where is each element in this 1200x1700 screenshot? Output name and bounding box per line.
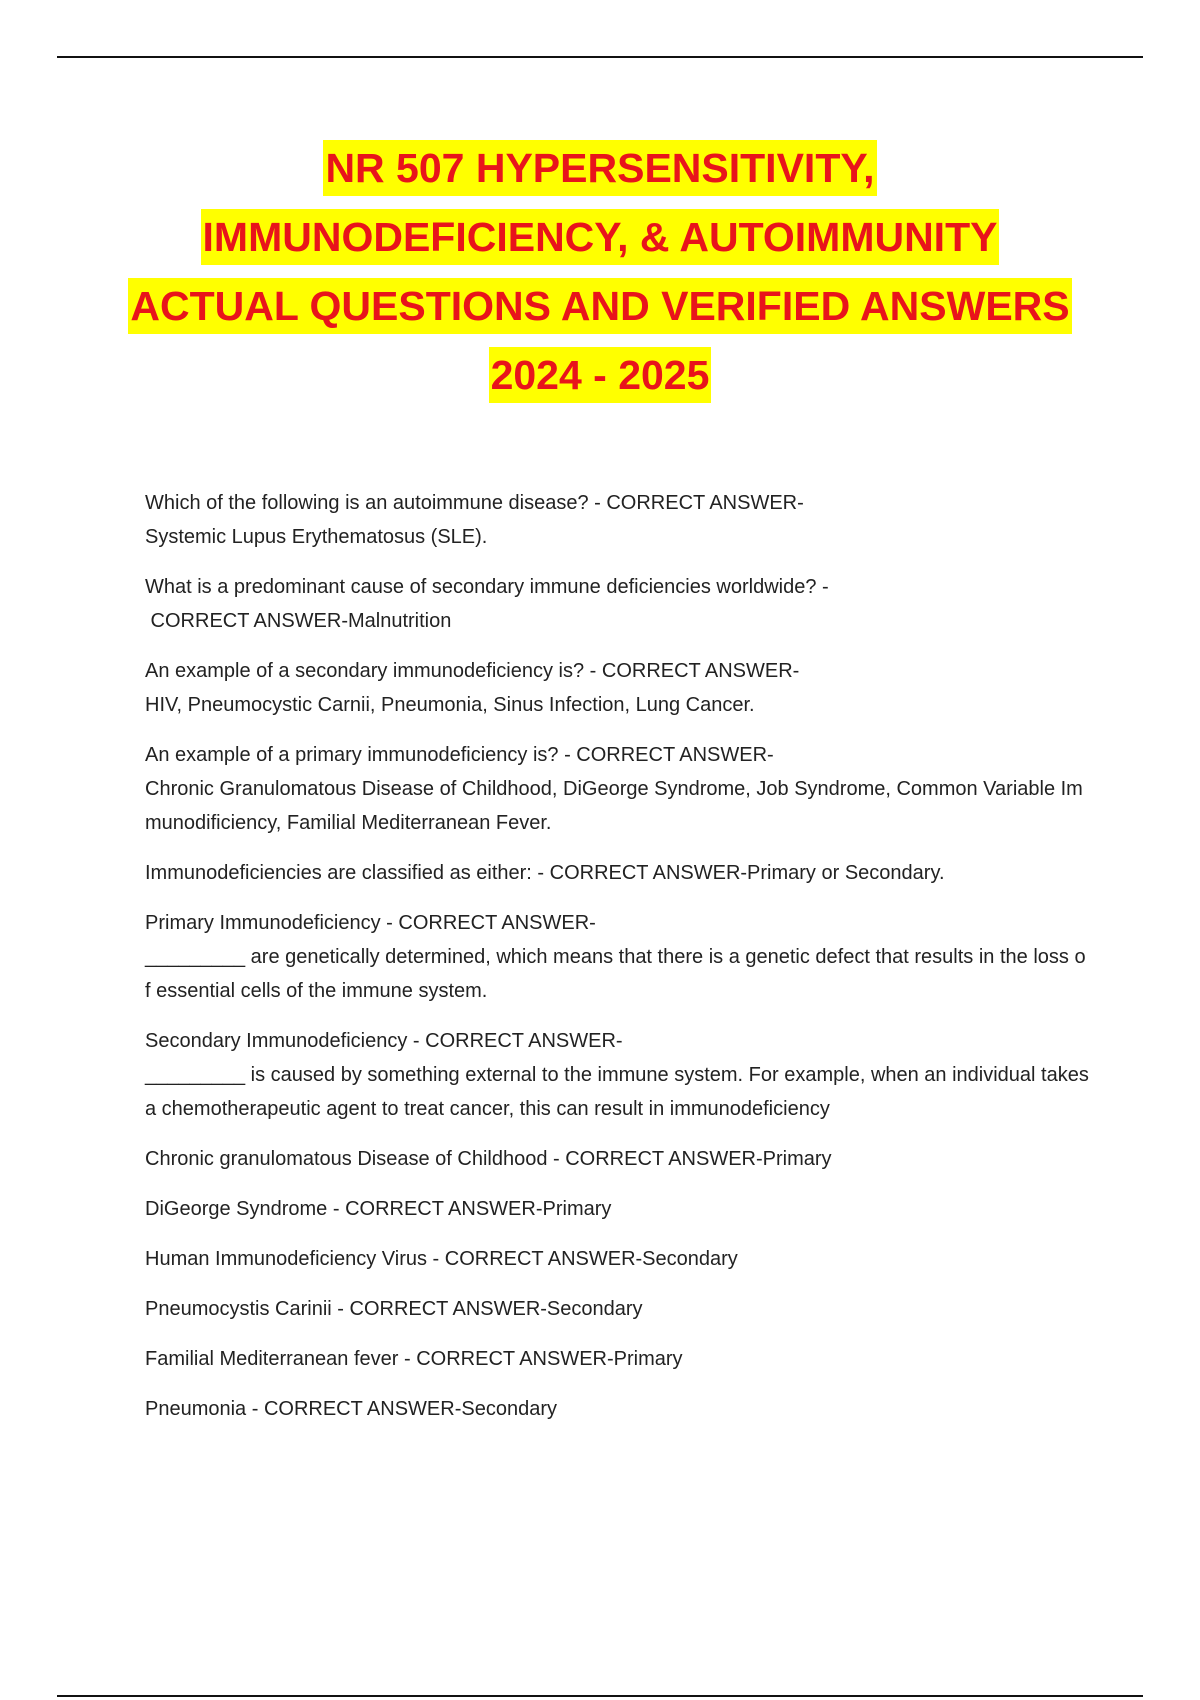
document-title (0, 140, 1200, 416)
qa-item (145, 1342, 1090, 1376)
question-text: Familial Mediterranean fever - CORRECT ANSWER-Primary (145, 1348, 683, 1370)
qa-item (145, 738, 1090, 840)
answer-text: _________ are genetically determined, which means that there is a genetic defect that results in the loss of essential cells of the immune system. (145, 946, 1086, 1002)
qa-item (145, 1242, 1090, 1276)
question-text: An example of a primary immunodeficiency is? - CORRECT ANSWER- (145, 744, 774, 766)
title-line: IMMUNODEFICIENCY, & AUTOIMMUNITY (201, 209, 1000, 265)
question-text: DiGeorge Syndrome - CORRECT ANSWER-Primary (145, 1198, 612, 1220)
answer-text: Systemic Lupus Erythematosus (SLE). (145, 526, 488, 548)
title-line: ACTUAL QUESTIONS AND VERIFIED ANSWERS (128, 278, 1071, 334)
question-text: Human Immunodeficiency Virus - CORRECT ANSWER-Secondary (145, 1248, 738, 1270)
qa-item (145, 1024, 1090, 1126)
question-text: Pneumonia - CORRECT ANSWER-Secondary (145, 1398, 557, 1420)
bottom-rule (57, 1695, 1143, 1697)
question-text: Which of the following is an autoimmune disease? - CORRECT ANSWER- (145, 492, 804, 514)
qa-item (145, 1292, 1090, 1326)
title-line: 2024 - 2025 (489, 347, 712, 403)
question-text: Primary Immunodeficiency - CORRECT ANSWER- (145, 912, 596, 934)
qa-item (145, 856, 1090, 890)
qa-item (145, 1142, 1090, 1176)
qa-item (145, 570, 1090, 638)
qa-item (145, 1192, 1090, 1226)
qa-list (145, 486, 1090, 1442)
question-text: Chronic granulomatous Disease of Childhood - CORRECT ANSWER-Primary (145, 1148, 832, 1170)
qa-item (145, 654, 1090, 722)
top-rule (57, 56, 1143, 58)
question-text: What is a predominant cause of secondary immune deficiencies worldwide? - (145, 576, 829, 598)
answer-text: Chronic Granulomatous Disease of Childhood, DiGeorge Syndrome, Job Syndrome, Common Variable Immunodificiency, Familial Mediterranean Fever. (145, 778, 1083, 834)
answer-text: CORRECT ANSWER-Malnutrition (145, 610, 452, 632)
qa-item (145, 486, 1090, 554)
answer-text: _________ is caused by something external to the immune system. For example, when an individual takes a chemotherapeutic agent to treat cancer, this can result in immunodeficiency (145, 1064, 1089, 1120)
question-text: Pneumocystis Carinii - CORRECT ANSWER-Secondary (145, 1298, 643, 1320)
question-text: An example of a secondary immunodeficiency is? - CORRECT ANSWER- (145, 660, 800, 682)
qa-item (145, 906, 1090, 1008)
answer-text: HIV, Pneumocystic Carnii, Pneumonia, Sinus Infection, Lung Cancer. (145, 694, 755, 716)
question-text: Secondary Immunodeficiency - CORRECT ANSWER- (145, 1030, 623, 1052)
question-text: Immunodeficiencies are classified as either: - CORRECT ANSWER-Primary or Secondary. (145, 862, 945, 884)
title-line: NR 507 HYPERSENSITIVITY, (323, 140, 876, 196)
qa-item (145, 1392, 1090, 1426)
